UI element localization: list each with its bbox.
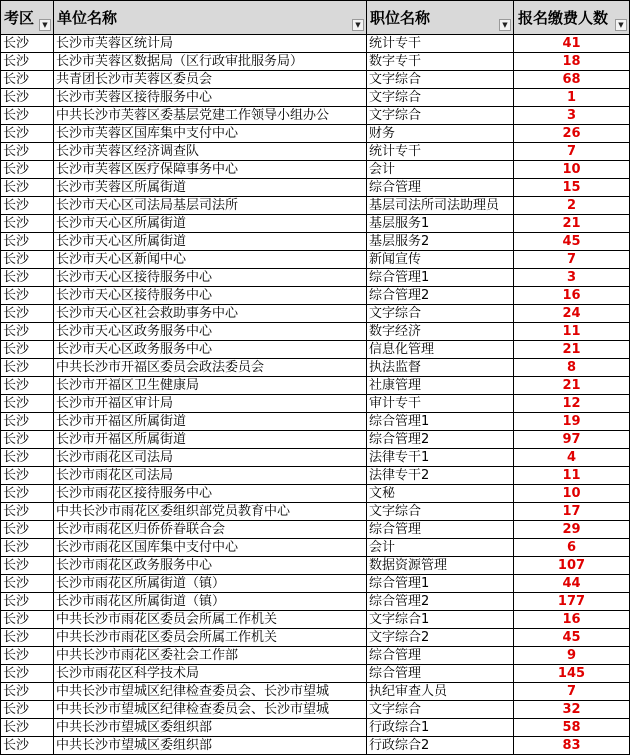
cell-position[interactable]: 综合管理 [367,647,514,665]
cell-unit[interactable]: 长沙市雨花区政务服务中心 [54,557,367,575]
cell-region[interactable]: 长沙 [1,539,54,557]
cell-unit[interactable]: 中共长沙市雨花区委社会工作部 [54,647,367,665]
cell-region[interactable]: 长沙 [1,575,54,593]
cell-region[interactable]: 长沙 [1,125,54,143]
cell-unit[interactable]: 长沙市天心区社会救助事务中心 [54,305,367,323]
cell-region[interactable]: 长沙 [1,431,54,449]
cell-region[interactable]: 长沙 [1,269,54,287]
cell-unit[interactable]: 中共长沙市开福区委员会政法委员会 [54,359,367,377]
header-position-label: 职位名称 [370,9,431,27]
cell-unit[interactable]: 中共长沙市芙蓉区委基层党建工作领导小组办公 [54,107,367,125]
cell-unit[interactable]: 长沙市雨花区接待服务中心 [54,485,367,503]
cell-count[interactable]: 58 [514,719,630,737]
cell-position[interactable]: 执法监督 [367,359,514,377]
region-filter-dropdown-icon[interactable]: ▼ [39,19,51,31]
cell-unit[interactable]: 长沙市芙蓉区国库集中支付中心 [54,125,367,143]
cell-unit[interactable]: 中共长沙市雨花区委组织部党员教育中心 [54,503,367,521]
table-row[interactable] [1,251,630,269]
cell-position[interactable]: 综合管理2 [367,593,514,611]
cell-region[interactable]: 长沙 [1,71,54,89]
cell-count[interactable]: 16 [514,611,630,629]
cell-count[interactable]: 19 [514,413,630,431]
cell-position[interactable]: 数据资源管理 [367,557,514,575]
cell-count[interactable]: 8 [514,359,630,377]
cell-unit[interactable]: 长沙市雨花区司法局 [54,449,367,467]
cell-count[interactable]: 45 [514,629,630,647]
cell-unit[interactable]: 长沙市天心区接待服务中心 [54,269,367,287]
cell-position[interactable]: 社康管理 [367,377,514,395]
table-row[interactable] [1,683,630,701]
table-row[interactable] [1,485,630,503]
cell-unit[interactable]: 中共长沙市望城区委组织部 [54,737,367,755]
table-row[interactable] [1,35,630,53]
cell-position[interactable]: 文字综合 [367,503,514,521]
cell-region[interactable]: 长沙 [1,233,54,251]
table-row[interactable] [1,701,630,719]
cell-count[interactable]: 3 [514,107,630,125]
cell-position[interactable]: 财务 [367,125,514,143]
cell-count[interactable]: 177 [514,593,630,611]
cell-region[interactable]: 长沙 [1,323,54,341]
table-row[interactable] [1,71,630,89]
table-row[interactable] [1,719,630,737]
cell-unit[interactable]: 长沙市天心区政务服务中心 [54,341,367,359]
cell-position[interactable]: 新闻宣传 [367,251,514,269]
cell-position[interactable]: 文字综合 [367,305,514,323]
cell-region[interactable]: 长沙 [1,413,54,431]
cell-region[interactable]: 长沙 [1,557,54,575]
cell-region[interactable]: 长沙 [1,359,54,377]
cell-region[interactable]: 长沙 [1,683,54,701]
cell-position[interactable]: 会计 [367,539,514,557]
header-count-label: 报名缴费人数 [517,9,608,27]
cell-count[interactable]: 18 [514,53,630,71]
cell-count[interactable]: 44 [514,575,630,593]
cell-region[interactable]: 长沙 [1,35,54,53]
cell-position[interactable]: 综合管理1 [367,575,514,593]
cell-count[interactable]: 68 [514,71,630,89]
cell-position[interactable]: 会计 [367,161,514,179]
cell-unit[interactable]: 共青团长沙市芙蓉区委员会 [54,71,367,89]
table-row[interactable] [1,575,630,593]
table-row[interactable] [1,287,630,305]
cell-count[interactable]: 16 [514,287,630,305]
cell-region[interactable]: 长沙 [1,485,54,503]
table-row[interactable] [1,413,630,431]
cell-count[interactable]: 11 [514,323,630,341]
cell-unit[interactable]: 中共长沙市雨花区委员会所属工作机关 [54,611,367,629]
table-row[interactable] [1,107,630,125]
cell-unit[interactable]: 长沙市开福区所属街道 [54,413,367,431]
table-row[interactable] [1,629,630,647]
cell-position[interactable]: 综合管理1 [367,269,514,287]
cell-region[interactable]: 长沙 [1,593,54,611]
cell-position[interactable]: 综合管理 [367,665,514,683]
cell-unit[interactable]: 长沙市天心区接待服务中心 [54,287,367,305]
cell-region[interactable]: 长沙 [1,521,54,539]
header-unit-label: 单位名称 [57,9,118,27]
header-region-label: 考区 [4,9,35,27]
cell-count[interactable]: 3 [514,269,630,287]
cell-position[interactable]: 行政综合1 [367,719,514,737]
cell-position[interactable]: 文秘 [367,485,514,503]
table-row[interactable] [1,611,630,629]
cell-count[interactable]: 10 [514,161,630,179]
cell-position[interactable]: 数字经济 [367,323,514,341]
cell-count[interactable]: 41 [514,35,630,53]
cell-unit[interactable]: 长沙市芙蓉区医疗保障事务中心 [54,161,367,179]
cell-position[interactable]: 法律专干2 [367,467,514,485]
cell-count[interactable]: 7 [514,683,630,701]
cell-unit[interactable]: 长沙市雨花区国库集中支付中心 [54,539,367,557]
cell-position[interactable]: 信息化管理 [367,341,514,359]
cell-position[interactable]: 基层司法所司法助理员 [367,197,514,215]
cell-region[interactable]: 长沙 [1,377,54,395]
table-row[interactable] [1,395,630,413]
cell-count[interactable]: 15 [514,179,630,197]
cell-region[interactable]: 长沙 [1,719,54,737]
table-row[interactable] [1,359,630,377]
cell-unit[interactable]: 中共长沙市望城区纪律检查委员会、长沙市望城 [54,701,367,719]
cell-position[interactable]: 基层服务2 [367,233,514,251]
cell-region[interactable]: 长沙 [1,53,54,71]
unit-filter-dropdown-icon[interactable]: ▼ [352,19,364,31]
cell-count[interactable]: 11 [514,467,630,485]
cell-count[interactable]: 17 [514,503,630,521]
cell-region[interactable]: 长沙 [1,629,54,647]
cell-count[interactable]: 6 [514,539,630,557]
cell-unit[interactable]: 长沙市芙蓉区接待服务中心 [54,89,367,107]
cell-unit[interactable]: 长沙市开福区卫生健康局 [54,377,367,395]
table-row[interactable] [1,341,630,359]
cell-region[interactable]: 长沙 [1,215,54,233]
cell-region[interactable]: 长沙 [1,143,54,161]
cell-count[interactable]: 9 [514,647,630,665]
cell-unit[interactable]: 长沙市开福区所属街道 [54,431,367,449]
cell-count[interactable]: 21 [514,341,630,359]
cell-unit[interactable]: 长沙市芙蓉区数据局（区行政审批服务局） [54,53,367,71]
table-row[interactable] [1,539,630,557]
cell-unit[interactable]: 长沙市雨花区所属街道（镇） [54,575,367,593]
cell-count[interactable]: 4 [514,449,630,467]
cell-position[interactable]: 基层服务1 [367,215,514,233]
cell-unit[interactable]: 长沙市天心区司法局基层司法所 [54,197,367,215]
cell-count[interactable]: 21 [514,215,630,233]
cell-position[interactable]: 文字综合 [367,71,514,89]
cell-unit[interactable]: 长沙市雨花区司法局 [54,467,367,485]
cell-count[interactable]: 12 [514,395,630,413]
cell-position[interactable]: 综合管理1 [367,413,514,431]
table-row[interactable] [1,143,630,161]
cell-region[interactable]: 长沙 [1,503,54,521]
cell-region[interactable]: 长沙 [1,179,54,197]
header-row [1,1,630,35]
cell-unit[interactable]: 长沙市天心区政务服务中心 [54,323,367,341]
cell-unit[interactable]: 长沙市芙蓉区统计局 [54,35,367,53]
cell-region[interactable]: 长沙 [1,611,54,629]
cell-position[interactable]: 文字综合 [367,701,514,719]
header-unit [54,1,367,35]
cell-position[interactable]: 法律专干1 [367,449,514,467]
cell-unit[interactable]: 长沙市天心区所属街道 [54,233,367,251]
cell-position[interactable]: 执纪审查人员 [367,683,514,701]
cell-count[interactable]: 26 [514,125,630,143]
cell-region[interactable]: 长沙 [1,467,54,485]
table-row[interactable] [1,521,630,539]
cell-unit[interactable]: 长沙市雨花区科学技术局 [54,665,367,683]
table-row[interactable] [1,233,630,251]
table-row[interactable] [1,323,630,341]
cell-position[interactable]: 文字综合 [367,107,514,125]
cell-count[interactable]: 145 [514,665,630,683]
table-row[interactable] [1,431,630,449]
cell-count[interactable]: 7 [514,251,630,269]
cell-region[interactable]: 长沙 [1,197,54,215]
cell-unit[interactable]: 长沙市雨花区所属街道（镇） [54,593,367,611]
table-row[interactable] [1,215,630,233]
cell-region[interactable]: 长沙 [1,647,54,665]
table-row[interactable] [1,161,630,179]
cell-count[interactable]: 24 [514,305,630,323]
cell-region[interactable]: 长沙 [1,89,54,107]
cell-region[interactable]: 长沙 [1,665,54,683]
cell-position[interactable]: 统计专干 [367,143,514,161]
table-row[interactable] [1,305,630,323]
cell-count[interactable]: 10 [514,485,630,503]
cell-unit[interactable]: 长沙市天心区所属街道 [54,215,367,233]
table-row[interactable] [1,269,630,287]
table-row[interactable] [1,593,630,611]
cell-region[interactable]: 长沙 [1,107,54,125]
cell-region[interactable]: 长沙 [1,287,54,305]
table-row[interactable] [1,449,630,467]
header-position [367,1,514,35]
cell-region[interactable]: 长沙 [1,161,54,179]
cell-position[interactable]: 综合管理2 [367,287,514,305]
table-row[interactable] [1,179,630,197]
table-row[interactable] [1,377,630,395]
cell-count[interactable]: 1 [514,89,630,107]
cell-unit[interactable]: 长沙市芙蓉区经济调查队 [54,143,367,161]
cell-position[interactable]: 数字专干 [367,53,514,71]
cell-position[interactable]: 综合管理2 [367,431,514,449]
cell-position[interactable]: 综合管理 [367,179,514,197]
count-filter-dropdown-icon[interactable]: ▼ [615,19,627,31]
cell-unit[interactable]: 长沙市天心区新闻中心 [54,251,367,269]
cell-position[interactable]: 文字综合1 [367,611,514,629]
cell-region[interactable]: 长沙 [1,701,54,719]
cell-count[interactable]: 32 [514,701,630,719]
cell-count[interactable]: 45 [514,233,630,251]
table-row[interactable] [1,503,630,521]
cell-count[interactable]: 83 [514,737,630,755]
cell-position[interactable]: 审计专干 [367,395,514,413]
cell-unit[interactable]: 长沙市开福区审计局 [54,395,367,413]
cell-count[interactable]: 97 [514,431,630,449]
position-filter-dropdown-icon[interactable]: ▼ [499,19,511,31]
cell-count[interactable]: 107 [514,557,630,575]
cell-unit[interactable]: 长沙市雨花区归侨侨眷联合会 [54,521,367,539]
table-row[interactable] [1,125,630,143]
cell-unit[interactable]: 长沙市芙蓉区所属街道 [54,179,367,197]
table-row[interactable] [1,737,630,755]
cell-region[interactable]: 长沙 [1,251,54,269]
table-row[interactable] [1,197,630,215]
cell-position[interactable]: 行政综合2 [367,737,514,755]
cell-region[interactable]: 长沙 [1,305,54,323]
header-count [514,1,630,35]
cell-region[interactable]: 长沙 [1,449,54,467]
cell-position[interactable]: 综合管理 [367,521,514,539]
table-row[interactable] [1,647,630,665]
table-row[interactable] [1,467,630,485]
cell-count[interactable]: 21 [514,377,630,395]
table-row[interactable] [1,89,630,107]
cell-count[interactable]: 7 [514,143,630,161]
cell-unit[interactable]: 中共长沙市雨花区委员会所属工作机关 [54,629,367,647]
table-body [1,35,630,755]
cell-position[interactable]: 文字综合2 [367,629,514,647]
table-row[interactable] [1,557,630,575]
cell-count[interactable]: 29 [514,521,630,539]
cell-unit[interactable]: 中共长沙市望城区委组织部 [54,719,367,737]
header-region [1,1,54,35]
table-row[interactable] [1,53,630,71]
cell-unit[interactable]: 中共长沙市望城区纪律检查委员会、长沙市望城 [54,683,367,701]
cell-region[interactable]: 长沙 [1,395,54,413]
cell-count[interactable]: 2 [514,197,630,215]
cell-region[interactable]: 长沙 [1,341,54,359]
table-row[interactable] [1,665,630,683]
cell-position[interactable]: 文字综合 [367,89,514,107]
cell-region[interactable]: 长沙 [1,737,54,755]
cell-position[interactable]: 统计专干 [367,35,514,53]
